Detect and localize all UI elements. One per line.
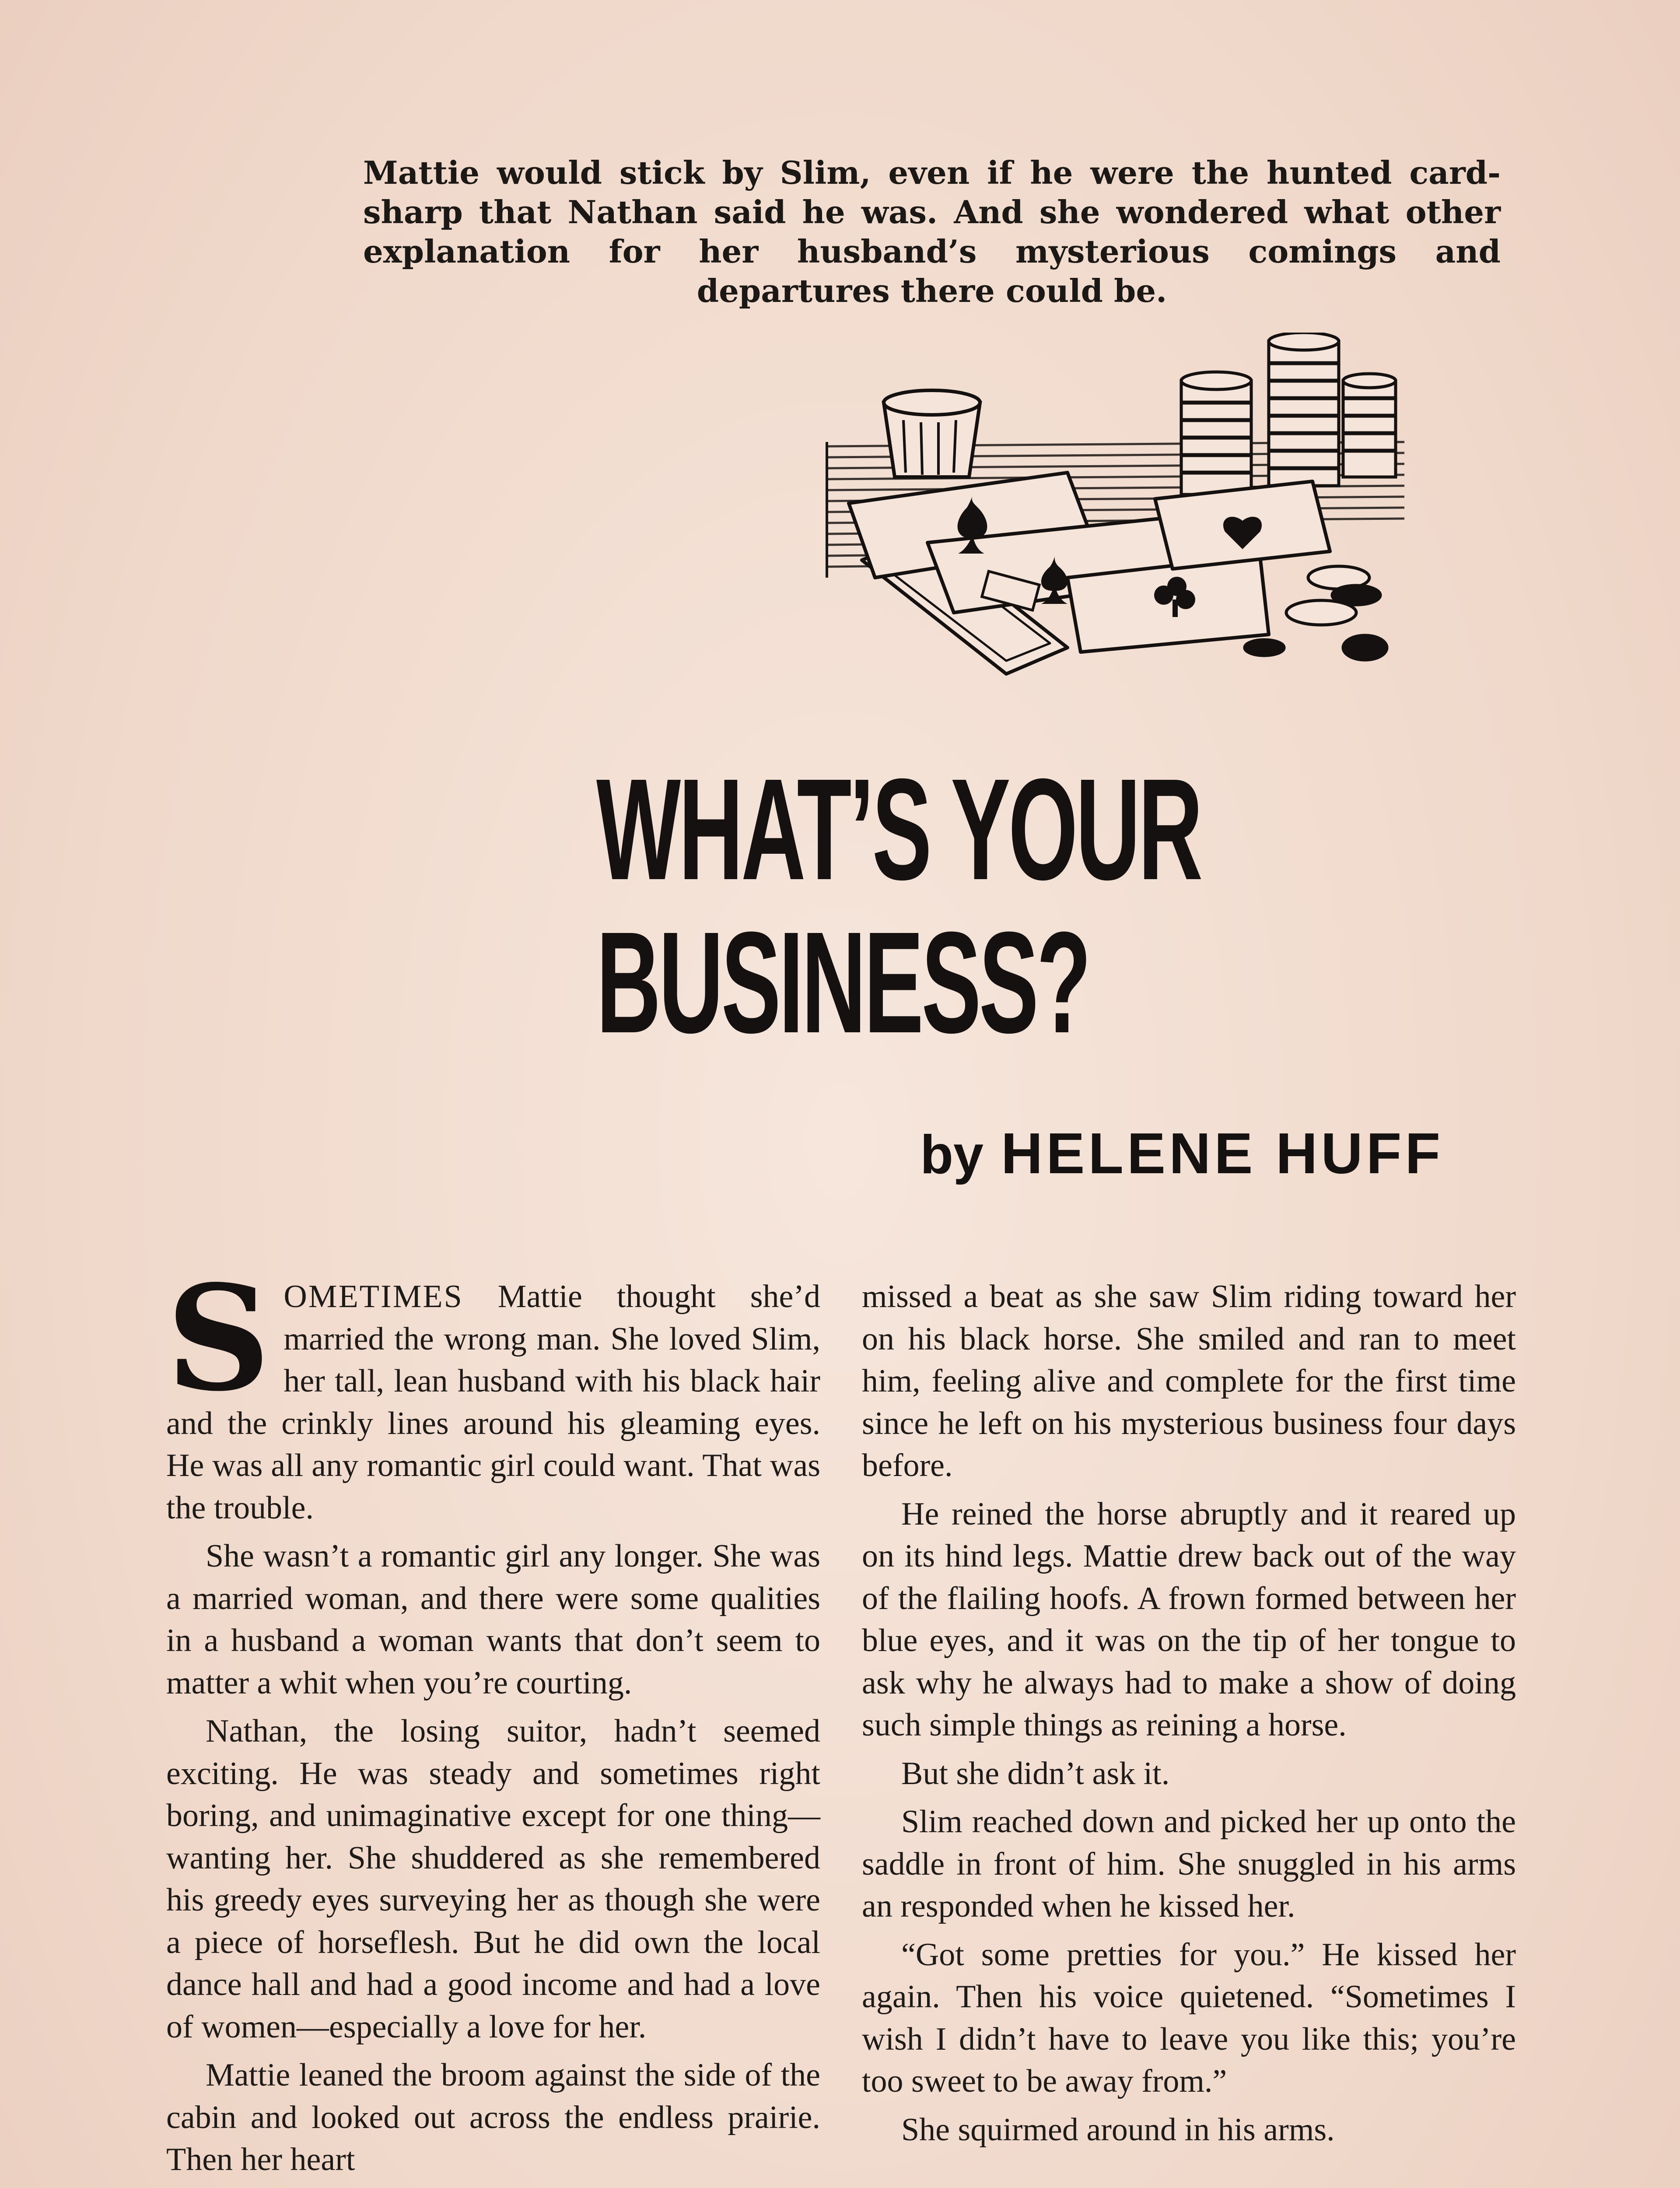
paragraph: “Got some pretties for you.” He kissed her again. Then his voice quietened. “Sometimes I wish I didn’t have to leave you like this; you’re too sweet to be away from.”	[862, 1936, 1516, 2099]
paragraph: missed a beat as she saw Slim riding toward her on his black horse. She smiled and ran to meet him, feeling alive and complete for the first time since he left on his mysterious business four days before.	[862, 1279, 1516, 1483]
story-title	[596, 748, 1201, 1063]
cards-and-poker-chips-illustration	[822, 333, 1422, 683]
paragraph: Slim reached down and picked her up onto the saddle in front of him. She snuggled in his arms an responded when he kissed her.	[862, 1804, 1516, 1924]
paragraph: Nathan, the losing suitor, hadn’t seemed exciting. He was steady and sometimes right boring, and unimaginative except for one thing—wanting her. She shuddered as she remembered his greedy eyes surveying her as though she were a piece of horseflesh. But he did own the local dance hall and had a good income and had a love of women—especially a love for her.	[166, 1713, 820, 2045]
byline-by: by	[920, 1125, 984, 1185]
paragraph: She squirmed around in his arms.	[901, 2111, 1335, 2148]
title-line-1: WHAT’S YOUR	[596, 748, 1201, 910]
byline	[761, 1120, 1444, 1186]
drop-cap: S	[166, 1253, 271, 1423]
teaser-blurb: Mattie would stick by Slim, even if he were the hunted card-sharp that Nathan said he was. And she wondered what other explanation for her husband’s mysterious comings and departures there could be.	[363, 154, 1501, 309]
paragraph-text: Mattie thought she’d married the wrong man. She loved Slim, her tall, lean husband with his black hair and the crinkly lines around his gleaming eyes. He was all any romantic girl could want. That was the trouble.	[166, 1279, 820, 1526]
paragraph: Mattie leaned the broom against the side of the cabin and looked out across the endless prairie. Then her heart	[166, 2057, 820, 2177]
right-column	[862, 1276, 1516, 2157]
paragraph	[166, 1253, 820, 1529]
paragraph: She wasn’t a romantic girl any longer. She was a married woman, and there were some qualities in a husband a woman wants that don’t seem to matter a whit when you’re courting.	[166, 1538, 820, 1701]
left-column	[166, 1253, 820, 2187]
paragraph: He reined the horse abruptly and it reared up on its hind legs. Mattie drew back out of the way of the flailing hoofs. A frown formed between her blue eyes, and it was on the tip of her tongue to ask why he always had to make a show of doing such simple things as reining a horse.	[862, 1496, 1516, 1743]
opening-word: OMETIMES	[284, 1279, 463, 1315]
paragraph: But she didn’t ask it.	[901, 1755, 1170, 1792]
title-line-2: BUSINESS?	[596, 901, 1089, 1063]
author-name: HELENE HUFF	[1001, 1121, 1444, 1185]
